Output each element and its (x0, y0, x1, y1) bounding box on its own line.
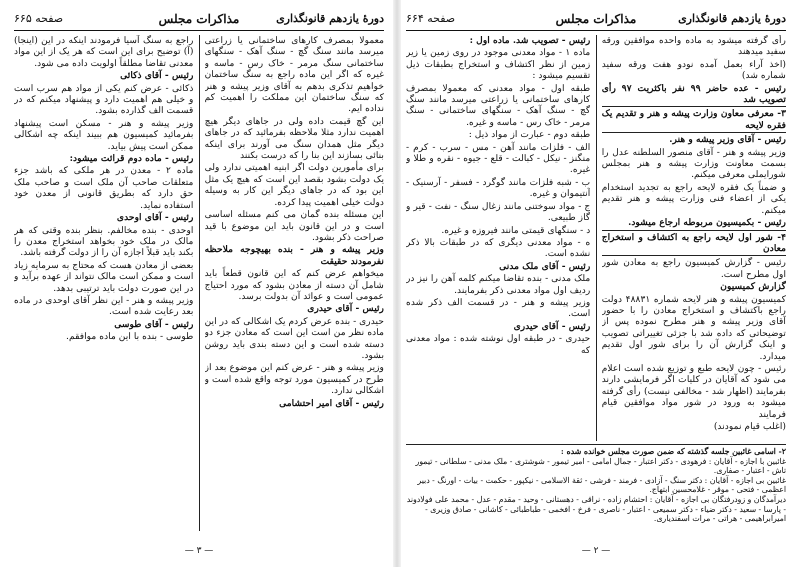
left-journal-title: مذاکرات مجلس (158, 12, 240, 26)
paragraph: طبقه دوم - عبارت از مواد ذیل : (468, 129, 591, 141)
right-page-number: صفحه ۶۶۴ (406, 12, 456, 25)
left-folio: — ۳ — (184, 546, 214, 556)
left-page-left-column (14, 35, 193, 531)
left-running-head (14, 8, 384, 31)
paragraph: رئیس - چون لایحه طبع و توزیع شده است اعلام می شود که آقایان در کلیات اگر فرمایشی دارند بفرمایند (اظهار شد - مخالفی نیست) رأی گرفته میشود به ورود در شور مواد موافقین قیام فرمایند (601, 362, 786, 420)
article-text: ماده ۲ - معدن در هر ملکی که باشد جزء متعلقات صاحب آن ملک است و صاحب ملک حق دارد که بطریق قانونی از معدن خود استفاده نماید. (14, 165, 194, 211)
left-page-number: صفحه ۶۶۵ (14, 12, 64, 25)
right-page-left-column (406, 35, 590, 441)
left-columns (14, 35, 384, 531)
list-item: الف - فلزات مانند آهن - مس - سرب - کرم - منگنز - نیکل - کبالت - قلع - جیوه - نقره و طلا و غیره. (406, 141, 591, 176)
book-gutter (393, 0, 401, 567)
paragraph: حیدری - در طبقه اول نوشته شده : مواد معدنی که (406, 333, 591, 356)
subheading: گزارش کمیسیون (720, 281, 786, 293)
speaker-line: رئیس - آقای اوحدی (116, 212, 194, 224)
speaker-line: رئیس - عده حاضر ۹۹ نفر باکثریت ۹۷ رأی تصویب شد (601, 82, 786, 106)
right-session-title: دورهٔ یازدهم قانونگذاری (678, 12, 786, 25)
list-item: د - سنگهای قیمتی مانند فیروزه و غیره. (441, 224, 591, 236)
paragraph: (اغلب قیام نمودند) (713, 421, 786, 432)
paragraph: وزیر پیشه و هنر - آقای منصور السلطنه عدل را بسمت معاونت وزارت پیشه و هنر بمجلس شورایملی معرفی میکنم. (601, 146, 786, 181)
paragraph: معمولا بمصرف کارهای ساختمانی یا زراعتی میرسد مانند سنگ گچ - سنگ آهک - سنگهای ساختمانی سنگ مرمر - خاک رس - ماسه و غیره که اگر این ماده راجع به سنگ ساختمان خواهیم تذکری بدهم به آقای وزیر پیشه و هنر که سنگ ساختمان این مملکت را اهمیت کم نداده ایم. (204, 35, 384, 115)
paragraph: و ضمناً یک فقره لایحه راجع به تجدید استخدام یکی از اعضاء فنی وزارت پیشه و هنر تقدیم میکنم. (601, 181, 786, 216)
paragraph: وزیر پیشه و هنر - این نظر آقای اوحدی در ماده بعد رعایت شده است. (14, 294, 194, 318)
attendance-line: دیرآمدگان و زودرفتگان بی اجازه - آقایان : احتشام زاده - نراقی - دهستانی - وحید - مقدم - عدل - محمد علی فولادوند - پارسا - سعید - دکتر ضیاء - دکتر سمیعی - اعتبار - ناصری - فرخ - افخمی - طباطبائی - کاشانی - صادق وزیری - امیرابراهیمی - هراتی - مرات اسفندیاری. (406, 494, 786, 524)
attendance-line: غائبین با اجازه - آقایان : فرهودی - دکتر اعتبار - جمال امامی - امیر تیمور - شوشتری - ملک مدنی - سلطانی - تیمور تاش - اعتبار - صفاری. (415, 456, 786, 476)
column-divider (596, 35, 597, 441)
column-divider (199, 35, 200, 531)
paragraph: ذکائی - عرض کنم یکی از مواد هم سرب است و خیلی هم اهمیت دارد و پیشنهاد میکنم که در قسمت الف گذارده بشود. (14, 82, 194, 117)
list-item: ه - مواد معدنی دیگری که در طبقات بالا ذکر نشده است. (406, 236, 591, 260)
paragraph: میخواهم عرض کنم که این قانون قطعاً باید شامل آن دسته از معادن بشود که مورد احتیاج عمومی است و عوائد آن بدولت برسد. (204, 268, 384, 302)
speaker-line: رئیس - آقای وزیر پیشه و هنر. (669, 134, 786, 146)
right-folio: — ۲ — (581, 546, 611, 556)
speaker-line: رئیس - آقای طوسی (114, 318, 194, 330)
paragraph: طبقه اول - مواد معدنی که معمولا بمصرف کارهای ساختمانی یا زراعتی میرسد مانند سنگ گچ - سنگ آهک - سنگهای ساختمانی - سنگ مرمر - خاک رس - ماسه و غیره. (406, 82, 591, 128)
section-heading: ۳- معرفی معاون وزارت پیشه و هنر و تقدیم یک فقره لایحه (602, 106, 786, 133)
paragraph: کمیسیون پیشه و هنر لایحه شماره ۴۸۸۳۱ دولت راجع باکتشاف و استخراج معادن را با حضور آقای وزیر پیشه و هنر مطرح نموده پس از توضیحاتی که داده شد با جزئی تغییراتی تصویب و اینک گزارش آن را برای شور اول تقدیم میدارد. (601, 293, 786, 362)
right-page-right-column (602, 35, 786, 441)
attendance-heading: ۲- اسامی غائبین جلسه گذشته که ضمن صورت مجلس خوانده شده : (560, 447, 786, 456)
attendance-footnote (406, 444, 786, 557)
article-text: ماده ۱ - مواد معدنی موجود در روی زمین یا زیر زمین از نظر اکتشاف و استخراج بطبقات ذیل تقسیم میشود : (406, 47, 591, 82)
paragraph: (اخذ آراء بعمل آمده نودو هفت ورقه سفید شماره شد) (601, 58, 786, 82)
speaker-line: رئیس - آقای ذکائی (120, 70, 194, 82)
section-heading: ۴- شور اول لایحه راجع به اکتشاف و استخراج معادن (602, 230, 786, 257)
paragraph: وزیر پیشه و هنر - مسکن است پیشنهاد بفرمائید کمیسیون هم ببیند اینکه چه اشکالی ممکن است پیش بیاید. (14, 117, 194, 152)
right-journal-title: مذاکرات مجلس (555, 12, 637, 26)
speaker-line: رئیس - آقای امیر احتشامی (279, 397, 384, 409)
paragraph: این گچ قیمت داده ولی در جاهای دیگر هیچ اهمیت ندارد مثلا ملاحظه بفرمائید که در جاهای دیگر مثل همدان سنگ می آورند برای اینکه بنائی بسازند این بنا را که درست بکنند (204, 115, 384, 162)
left-session-title: دورهٔ یازدهم قانونگذاری (276, 12, 384, 25)
speaker-line: رئیس - تصویب شد. ماده اول : (469, 35, 591, 46)
paragraph: وزیر پیشه و هنر - عرض کنم این موضوع بعد از طرح در کمیسیون مورد توجه واقع شده است و اشکالی ندارد. (204, 362, 384, 397)
paragraph: ملک مدنی - بنده تقاضا میکنم کلمه آهن را نیز در ردیف اول مواد معدنی ذکر بفرمایند. (406, 273, 591, 296)
right-columns (406, 35, 786, 441)
list-item: ب - شبه فلزات مانند گوگرد - فسفر - آرسنیک - آنتیموان و غیره. (406, 176, 591, 200)
list-item: ج - مواد سوختنی مانند زغال سنگ - نفت - قیر و گاز طبیعی. (406, 200, 591, 224)
paragraph: بعضی از معادن هست که محتاج به سرمایه زیاد است و ممکن است مالک نتواند از عهده برآید و در این صورت دولت باید ترتیبی بدهد. (14, 259, 194, 294)
paragraph: راجع به سنگ آسیا فرمودند اینکه در این (اینجا) (آ) توضیح برای این است که هر یک از این مواد معدنی تقاضا مطلقاً اولویت داده می شود. (14, 35, 194, 69)
right-running-head (406, 8, 786, 31)
paragraph: اوحدی - بنده مخالفم. بنظر بنده وقتی که هر مالک در ملک خود بخواهد استخراج معدن را بکند باید قبلاً اجازه آن را از دولت گرفته باشد. (14, 224, 194, 259)
left-page-right-column (205, 35, 384, 531)
speaker-line: رئیس - آقای ملک مدنی (499, 260, 591, 272)
paragraph: رأی گرفته میشود به ماده واحده موافقین ورقه سفید میدهند (601, 35, 786, 58)
paragraph: وزیر پیشه و هنر - در قسمت الف ذکر شده است. (406, 296, 591, 320)
attendance-line: غائبین بی اجازه - آقایان : دکتر سنگ - آزادی - فرمند - فرشی - ثقة الاسلامی - نیکپور - حکمت - بیات - اورنگ - دبیر اعظمی - فتحی - موقر - غلامحسین ابتهاج. (417, 475, 786, 495)
paragraph: برای مأمورین دولت اگر ابنیه اهمیتی ندارد ولی یک دولت بشود بقصد این است که هیچ یک مثل این بود که در جاهای دیگر این کار به وسیله دولت خیلی اهمیت پیدا کرده. (204, 162, 384, 208)
speaker-line: رئیس - آقای حیدری (513, 320, 591, 332)
right-page (406, 8, 786, 556)
speaker-line: وزیر پیشه و هنر - بنده بهیچوجه ملاحظه نفرمودند حقیقت (204, 244, 384, 267)
left-page (14, 8, 384, 556)
speaker-line: رئیس - آقای حیدری (307, 303, 384, 315)
paragraph: این مسئله بنده گمان می کنم مسئله اساسی است و در این قانون باید این موضوع با قید صراحت ذکر بشود. (204, 209, 384, 243)
paragraph: طوسی - بنده با این ماده موافقم. (66, 331, 194, 343)
speaker-line: رئیس - بکمیسیون مربوطه ارجاع میشود. (628, 217, 786, 229)
paragraph: رئیس - گزارش کمیسیون راجع به معادن شور اول مطرح است. (601, 257, 786, 280)
paragraph: حیدری - بنده عرض کردم یک اشکالی که در این ماده نظر من است این است که معادن جزء دو دسته شده است و این دسته بندی باید روشن بشود. (204, 315, 384, 361)
speaker-line: رئیس - ماده دوم قرائت میشود: (69, 153, 194, 165)
